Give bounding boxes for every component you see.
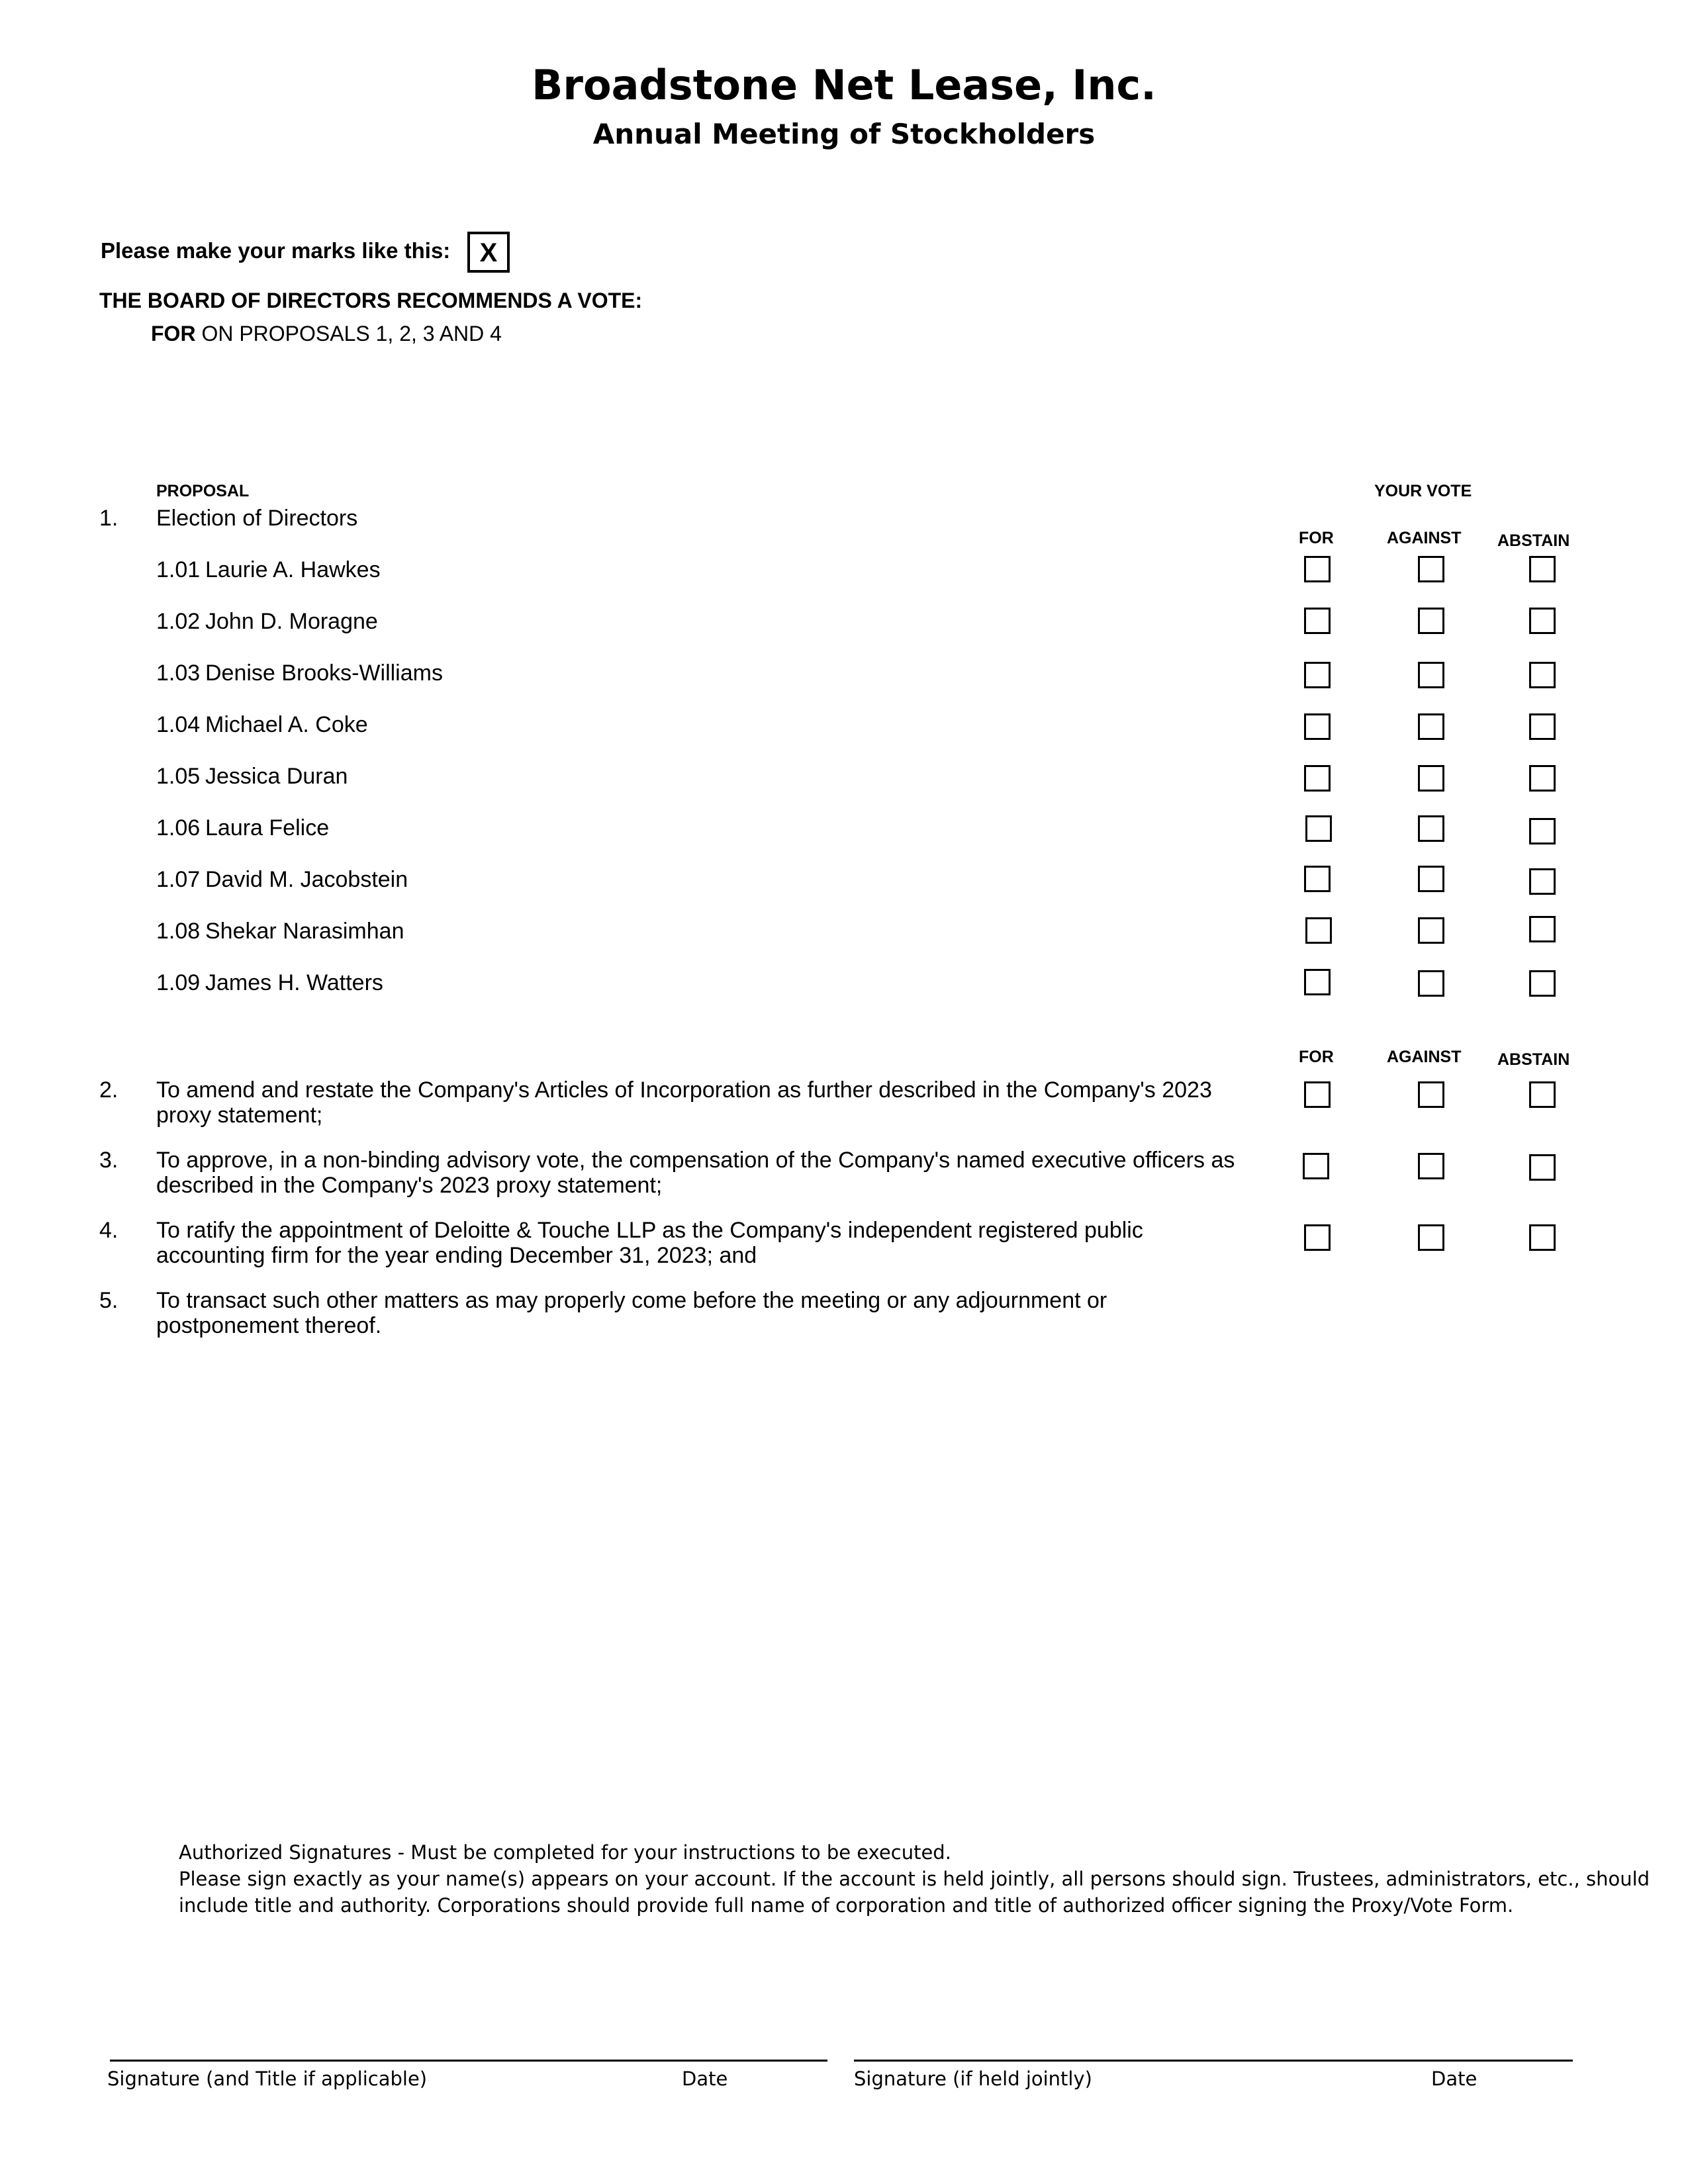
vote-for-checkbox[interactable] — [1304, 608, 1331, 634]
vote-abstain-checkbox[interactable] — [1529, 713, 1556, 740]
vote-abstain-checkbox[interactable] — [1529, 556, 1556, 582]
vote-for-checkbox[interactable] — [1305, 917, 1332, 944]
nominee-name: James H. Watters — [205, 970, 383, 995]
vote-for-checkbox[interactable] — [1304, 1224, 1331, 1251]
example-mark: X — [479, 238, 498, 267]
proposal-text: To approve, in a non-binding advisory vote, the compensation of the Company's named executive officers as described in the Company's 2023 proxy statement; — [156, 1148, 1235, 1198]
nominee-name: David M. Jacobstein — [205, 867, 408, 892]
vote-against-checkbox[interactable] — [1418, 662, 1444, 688]
recommendation-for: FOR — [151, 322, 196, 345]
proposal-number: 5. — [99, 1288, 118, 1313]
vote-for-checkbox[interactable] — [1304, 662, 1331, 688]
recommendation-proposals: ON PROPOSALS 1, 2, 3 AND 4 — [201, 322, 502, 345]
proposal-1-text: Election of Directors — [156, 506, 358, 531]
nominee-number: 1.03 — [156, 660, 201, 686]
board-recommendation: THE BOARD OF DIRECTORS RECOMMENDS A VOTE: — [99, 289, 643, 312]
example-mark-box — [467, 232, 510, 273]
nominee-name: Laura Felice — [205, 815, 330, 841]
proposal-1-number: 1. — [99, 506, 118, 531]
nominee-name: Jessica Duran — [205, 764, 348, 789]
signature-label: Signature (and Title if applicable) — [107, 2068, 428, 2090]
vote-for-checkbox[interactable] — [1304, 765, 1331, 792]
nominee-number: 1.02 — [156, 609, 201, 634]
nominee-name: Denise Brooks-Williams — [205, 660, 443, 686]
nominee-number: 1.06 — [156, 815, 201, 841]
vote-for-checkbox[interactable] — [1304, 866, 1331, 892]
signature-line-1[interactable] — [110, 2060, 827, 2062]
vote-for-checkbox[interactable] — [1304, 556, 1331, 582]
vote-for-checkbox[interactable] — [1304, 969, 1331, 995]
proposal-text: To transact such other matters as may properly come before the meeting or any adjournment or postponement thereof. — [156, 1288, 1107, 1338]
nominee-number: 1.05 — [156, 764, 201, 789]
vote-against-checkbox[interactable] — [1418, 917, 1444, 944]
date-label: Date — [682, 2068, 728, 2090]
vote-against-checkbox[interactable] — [1418, 608, 1444, 634]
vote-abstain-checkbox[interactable] — [1529, 1154, 1556, 1181]
nominee-name: Shekar Narasimhan — [205, 919, 404, 944]
vote-abstain-checkbox[interactable] — [1529, 916, 1556, 942]
vote-against-checkbox[interactable] — [1418, 1224, 1444, 1251]
vote-against-checkbox[interactable] — [1418, 866, 1444, 892]
vote-against-checkbox[interactable] — [1418, 713, 1444, 740]
nominee-number: 1.04 — [156, 712, 201, 737]
joint-date-label: Date — [1431, 2068, 1477, 2090]
your-vote-header: YOUR VOTE — [1374, 482, 1472, 500]
vote-abstain-checkbox[interactable] — [1529, 1081, 1556, 1108]
vote-for-checkbox[interactable] — [1304, 713, 1331, 740]
nominee-name: John D. Moragne — [205, 609, 378, 634]
vote-against-checkbox[interactable] — [1418, 970, 1444, 997]
signature-line-2[interactable] — [854, 2060, 1573, 2062]
vote-abstain-checkbox[interactable] — [1529, 765, 1556, 792]
column-abstain-header: ABSTAIN — [1497, 1050, 1570, 1069]
column-for-header: FOR — [1299, 1048, 1334, 1066]
vote-against-checkbox[interactable] — [1418, 1081, 1444, 1108]
nominee-number: 1.07 — [156, 867, 201, 892]
vote-abstain-checkbox[interactable] — [1529, 818, 1556, 844]
vote-for-checkbox[interactable] — [1303, 1153, 1329, 1179]
joint-signature-label: Signature (if held jointly) — [854, 2068, 1092, 2090]
vote-for-checkbox[interactable] — [1305, 815, 1332, 842]
authorized-signatures-note: Authorized Signatures - Must be completed for your instructions to be executed. — [179, 1841, 951, 1864]
signing-instructions-line1: Please sign exactly as your name(s) appears on your account. If the account is held jointly, all persons should sign. Trustees, administrators, etc., should — [179, 1868, 1650, 1890]
proposal-text: To amend and restate the Company's Articles of Incorporation as further described in the Company's 2023 proxy statement; — [156, 1077, 1212, 1128]
vote-abstain-checkbox[interactable] — [1529, 662, 1556, 688]
marks-instruction: Please make your marks like this: — [101, 238, 451, 263]
nominee-name: Laurie A. Hawkes — [205, 557, 381, 582]
nominee-number: 1.08 — [156, 919, 201, 944]
proposal-number: 2. — [99, 1077, 118, 1103]
vote-against-checkbox[interactable] — [1418, 815, 1444, 842]
vote-abstain-checkbox[interactable] — [1529, 868, 1556, 895]
vote-for-checkbox[interactable] — [1304, 1081, 1331, 1108]
vote-abstain-checkbox[interactable] — [1529, 970, 1556, 997]
vote-against-checkbox[interactable] — [1418, 765, 1444, 792]
proposal-text: To ratify the appointment of Deloitte & Touche LLP as the Company's independent registered public accounting firm for the year ending December 31, 2023; and — [156, 1218, 1143, 1268]
column-against-header: AGAINST — [1387, 1048, 1462, 1066]
nominee-number: 1.09 — [156, 970, 201, 995]
vote-against-checkbox[interactable] — [1418, 556, 1444, 582]
column-abstain-header: ABSTAIN — [1497, 531, 1570, 550]
column-against-header: AGAINST — [1387, 529, 1462, 547]
vote-abstain-checkbox[interactable] — [1529, 1224, 1556, 1251]
nominee-number: 1.01 — [156, 557, 201, 582]
vote-abstain-checkbox[interactable] — [1529, 608, 1556, 634]
proposal-number: 3. — [99, 1148, 118, 1173]
signing-instructions-line2: include title and authority. Corporations should provide full name of corporation and title of authorized officer signing the Proxy/Vote Form. — [179, 1894, 1514, 1917]
proposal-header: PROPOSAL — [156, 482, 250, 500]
nominee-name: Michael A. Coke — [205, 712, 368, 737]
vote-against-checkbox[interactable] — [1418, 1153, 1444, 1179]
meeting-subtitle: Annual Meeting of Stockholders — [592, 118, 1096, 150]
company-title: Broadstone Net Lease, Inc. — [532, 61, 1156, 109]
recommendation-line — [151, 322, 502, 346]
proposal-number: 4. — [99, 1218, 118, 1243]
column-for-header: FOR — [1299, 529, 1334, 547]
